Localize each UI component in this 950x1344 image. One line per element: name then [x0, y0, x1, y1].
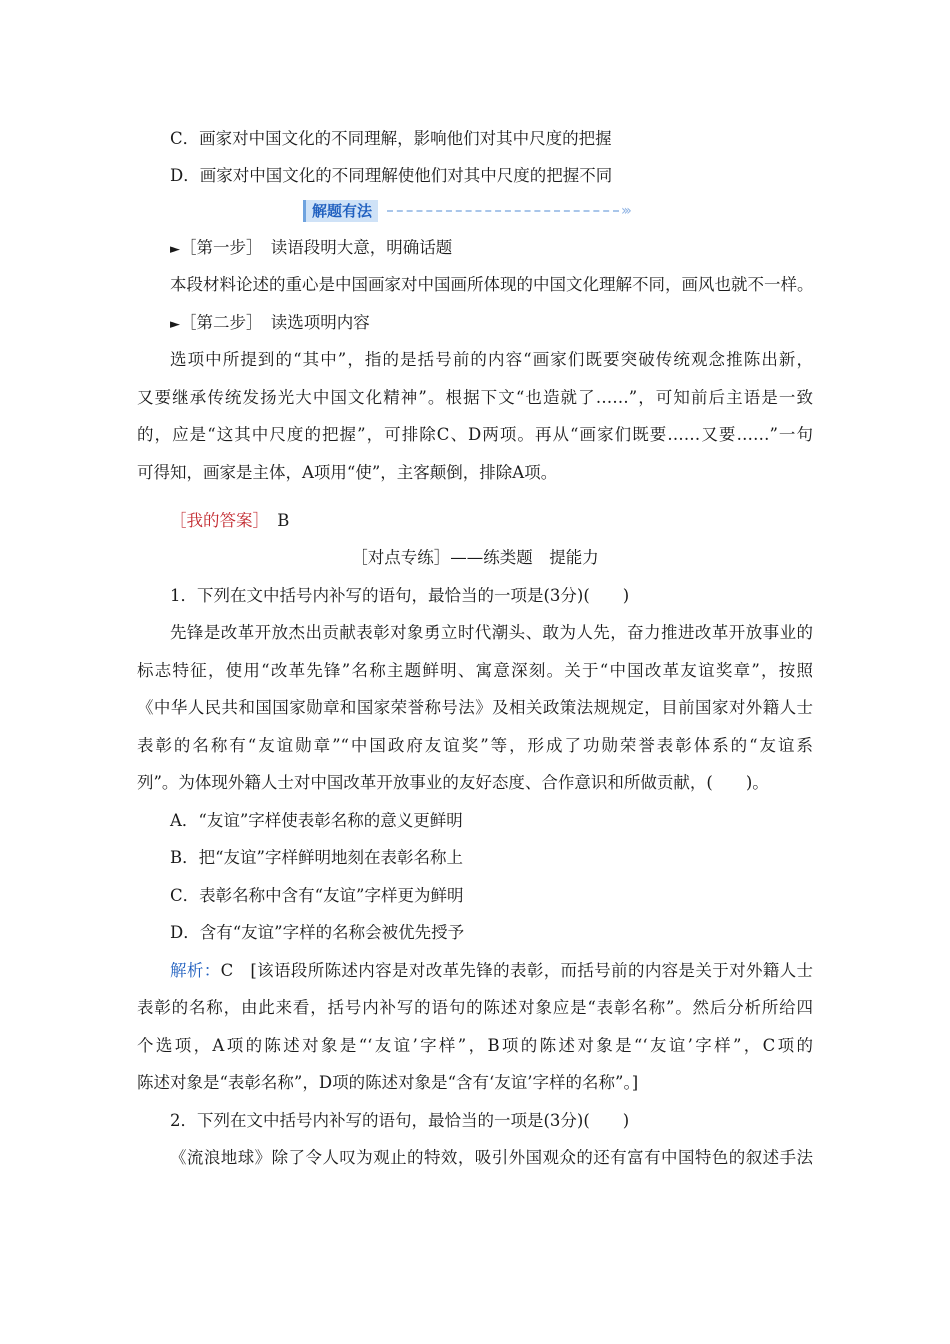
method-banner: [303, 199, 643, 223]
option-c-prev: C．画家对中国文化的不同理解，影响他们对其中尺度的把握: [170, 129, 612, 148]
q1-passage-line: 列”。为体现外籍人士对中国改革开放事业的友好态度、合作意识和所做贡献，( )。: [137, 773, 769, 792]
q1-passage-line: 表彰的名称有“友谊勋章”“中国政府友谊奖”等，形成了功勋荣誉表彰体系的“友谊系: [137, 736, 813, 755]
step2-title-text: ［第二步］ 读选项明内容: [180, 313, 370, 332]
chevron-right-icon: ›››: [621, 203, 629, 219]
banner-dashed-line: [387, 210, 619, 212]
q1-passage-line: 《中华人民共和国国家勋章和国家荣誉称号法》及相关政策法规规定，目前国家对外籍人士: [137, 698, 813, 717]
my-answer: [170, 509, 813, 533]
q1-passage-line: 先锋是改革开放杰出贡献表彰对象勇立时代潮头、敢为人先，奋力推进改革开放事业的: [170, 623, 813, 642]
q1-option-a: A．“友谊”字样使表彰名称的意义更鲜明: [170, 811, 463, 830]
step1-title: [170, 236, 813, 262]
step2-line: 又要继承传统发扬光大中国文化精神”。根据下文“也造就了……”，可知前后主语是一致: [137, 388, 813, 407]
q2-stem: 2．下列在文中括号内补写的语句，最恰当的一项是(3分)( ): [170, 1111, 630, 1130]
q1-option-c: C．表彰名称中含有“友谊”字样更为鲜明: [170, 886, 464, 905]
q1-analysis-line: 表彰的名称，由此来看，括号内补写的语句的陈述对象应是“表彰名称”。然后分析所给四: [137, 998, 813, 1017]
section-title: ［对点专练］——练类题 提能力: [351, 548, 599, 567]
step2-line: 的，应是“这其中尺度的把握”，可排除C、D两项。再从“画家们既要……又要……”一句: [137, 425, 813, 444]
step2-line: 可得知，画家是主体，A项用“使”，主客颠倒，排除A项。: [137, 463, 558, 482]
step1-text: 本段材料论述的重心是中国画家对中国画所体现的中国文化理解不同，画风也就不一样。: [170, 275, 814, 294]
q1-stem: 1．下列在文中括号内补写的语句，最恰当的一项是(3分)( ): [170, 586, 630, 605]
step1-title-text: ［第一步］ 读语段明大意，明确话题: [180, 238, 453, 257]
banner-label: 解题有法: [303, 200, 378, 222]
q1-option-d: D．含有“友谊”字样的名称会被优先授予: [170, 923, 465, 942]
option-d-prev: D．画家对中国文化的不同理解使他们对其中尺度的把握不同: [170, 166, 613, 185]
analysis-label: 解析：: [170, 961, 221, 980]
analysis-text: C [该语段所陈述内容是对改革先锋的表彰，而括号前的内容是关于对外籍人士: [220, 961, 814, 980]
q2-passage-line: 《流浪地球》除了令人叹为观止的特效，吸引外国观众的还有富有中国特色的叙述手法: [170, 1148, 813, 1167]
triangle-marker-icon: ►: [170, 317, 180, 332]
q1-analysis-first: [170, 959, 813, 983]
q1-passage-line: 标志特征，使用“改革先锋”名称主题鲜明、寓意深刻。关于“中国改革友谊奖章”，按照: [137, 661, 813, 680]
step2-line: 选项中所提到的“其中”，指的是括号前的内容“画家们既要突破传统观念推陈出新，: [170, 350, 813, 369]
q1-analysis-line: 陈述对象是“表彰名称”，D项的陈述对象是“含有‘友谊’字样的名称”。]: [137, 1073, 639, 1092]
my-answer-label: ［我的答案］: [170, 511, 261, 530]
q1-analysis-line: 个选项，A项的陈述对象是“‘友谊’字样”，B项的陈述对象是“‘友谊’字样”，C项的: [137, 1036, 813, 1055]
step2-title: [170, 311, 813, 337]
triangle-marker-icon: ►: [170, 242, 180, 257]
q1-option-b: B．把“友谊”字样鲜明地刻在表彰名称上: [170, 848, 463, 867]
my-answer-value: B: [277, 511, 290, 530]
